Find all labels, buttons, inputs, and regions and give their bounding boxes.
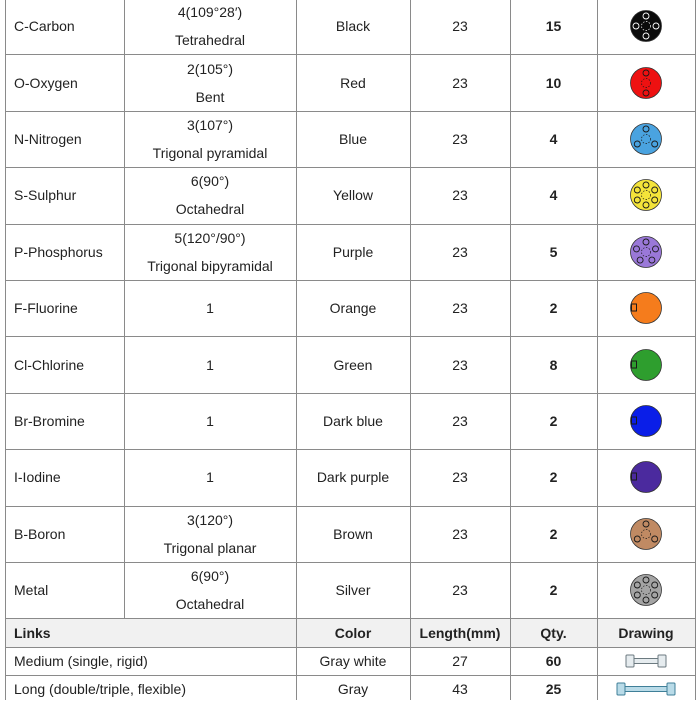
fluorine-atom-icon xyxy=(629,291,663,325)
link-drawing xyxy=(597,675,695,703)
atom-quantity: 2 xyxy=(549,582,558,599)
link-length: 27 xyxy=(452,653,468,669)
atom-quantity: 8 xyxy=(549,356,558,373)
rigid-link-icon xyxy=(625,652,667,670)
atom-length: 23 xyxy=(452,130,468,147)
links-header-length: Length(mm) xyxy=(419,624,501,641)
atom-color: Black xyxy=(335,18,371,35)
atom-quantity: 10 xyxy=(545,74,562,91)
row-divider xyxy=(5,449,695,450)
boron-atom-icon xyxy=(629,517,663,551)
atom-drawing xyxy=(597,224,695,280)
molecular-geometry: Trigonal planar xyxy=(163,539,257,556)
atom-name: I-Iodine xyxy=(14,469,61,486)
iodine-atom-icon xyxy=(629,460,663,494)
atom-color: Purple xyxy=(332,243,374,260)
phosphorus-atom-icon xyxy=(629,235,663,269)
atom-drawing xyxy=(597,449,695,505)
link-name: Medium (single, rigid) xyxy=(14,653,148,669)
column-divider xyxy=(296,0,297,700)
atom-color: Dark purple xyxy=(316,469,390,486)
atom-color: Dark blue xyxy=(323,412,383,429)
bond-angles: 3(120°) xyxy=(186,511,234,528)
row-divider xyxy=(5,647,695,648)
bromine-atom-icon xyxy=(629,404,663,438)
molecular-geometry: Octahedral xyxy=(175,201,245,218)
atom-color: Green xyxy=(333,356,373,373)
atom-quantity: 4 xyxy=(549,187,558,204)
row-divider xyxy=(5,224,695,225)
bond-angles: 1 xyxy=(206,412,214,429)
atom-bonding xyxy=(124,449,296,505)
atom-name: B-Boron xyxy=(14,525,66,542)
atom-quantity: 4 xyxy=(549,130,558,147)
row-divider xyxy=(5,336,695,337)
atom-drawing xyxy=(597,167,695,223)
bond-angles: 2(105°) xyxy=(186,60,234,77)
atom-drawing xyxy=(597,506,695,562)
atom-drawing xyxy=(597,280,695,336)
atom-name: C-Carbon xyxy=(14,18,75,35)
atom-name: Metal xyxy=(14,582,49,599)
row-divider xyxy=(5,393,695,394)
row-divider xyxy=(5,280,695,281)
atom-drawing xyxy=(597,111,695,167)
flexible-link-icon xyxy=(616,680,676,698)
link-quantity: 60 xyxy=(545,653,562,669)
atom-quantity: 2 xyxy=(549,412,558,429)
molecular-geometry: Octahedral xyxy=(175,596,245,613)
atom-name: P-Phosphorus xyxy=(14,243,103,260)
atom-length: 23 xyxy=(452,469,468,486)
atom-color: Red xyxy=(340,74,366,91)
column-divider xyxy=(5,0,6,700)
atom-quantity: 2 xyxy=(549,469,558,486)
atom-bonding xyxy=(124,562,296,618)
atom-color: Silver xyxy=(335,582,371,599)
column-divider xyxy=(510,0,511,700)
column-divider xyxy=(695,0,696,700)
column-divider xyxy=(410,0,411,700)
links-header-label: Links xyxy=(14,624,51,641)
column-divider xyxy=(124,0,125,618)
atom-quantity: 2 xyxy=(549,300,558,317)
atom-name: N-Nitrogen xyxy=(14,130,82,147)
atom-name: S-Sulphur xyxy=(14,187,77,204)
link-name: Long (double/triple, flexible) xyxy=(14,681,186,697)
atom-drawing xyxy=(597,336,695,392)
bond-angles: 1 xyxy=(206,300,214,317)
sulphur-atom-icon xyxy=(629,178,663,212)
link-color: Gray xyxy=(337,681,369,697)
atom-bonding xyxy=(124,506,296,562)
atom-length: 23 xyxy=(452,412,468,429)
molecular-geometry: Trigonal bipyramidal xyxy=(147,257,273,274)
atom-drawing xyxy=(597,393,695,449)
atom-color: Orange xyxy=(329,300,377,317)
atom-quantity: 15 xyxy=(545,18,562,35)
atom-bonding xyxy=(124,167,296,223)
link-length: 43 xyxy=(452,681,468,697)
molecular-geometry: Bent xyxy=(195,88,225,105)
links-header-color: Color xyxy=(334,624,372,641)
nitrogen-atom-icon xyxy=(629,122,663,156)
bond-angles: 6(90°) xyxy=(190,173,230,190)
carbon-atom-icon xyxy=(629,9,663,43)
link-color: Gray white xyxy=(319,653,387,669)
row-divider xyxy=(5,54,695,55)
atom-bonding xyxy=(124,111,296,167)
bond-angles: 1 xyxy=(206,469,214,486)
atom-length: 23 xyxy=(452,74,468,91)
atom-length: 23 xyxy=(452,18,468,35)
row-divider xyxy=(5,111,695,112)
atom-drawing xyxy=(597,54,695,110)
row-divider xyxy=(5,506,695,507)
link-quantity: 25 xyxy=(545,681,562,697)
atom-bonding xyxy=(124,224,296,280)
bond-angles: 4(109°28′) xyxy=(177,4,243,21)
atom-color: Blue xyxy=(338,130,368,147)
metal-atom-icon xyxy=(629,573,663,607)
bond-angles: 3(107°) xyxy=(186,116,234,133)
atom-color: Brown xyxy=(333,525,373,542)
row-divider xyxy=(5,562,695,563)
links-header-drawing: Drawing xyxy=(618,624,674,641)
atom-color: Yellow xyxy=(333,187,373,204)
oxygen-atom-icon xyxy=(629,66,663,100)
atom-length: 23 xyxy=(452,300,468,317)
links-header-qty: Qty. xyxy=(540,624,567,641)
atom-length: 23 xyxy=(452,525,468,542)
molecular-geometry: Trigonal pyramidal xyxy=(152,144,268,161)
column-divider xyxy=(597,0,598,700)
row-divider xyxy=(5,675,695,676)
atom-length: 23 xyxy=(452,356,468,373)
atom-name: Cl-Chlorine xyxy=(14,356,85,373)
row-divider xyxy=(5,618,695,619)
atom-name: F-Fluorine xyxy=(14,300,78,317)
atom-quantity: 2 xyxy=(549,525,558,542)
bond-angles: 6(90°) xyxy=(190,568,230,585)
atom-name: O-Oxygen xyxy=(14,74,78,91)
atom-drawing xyxy=(597,562,695,618)
bond-angles: 5(120°/90°) xyxy=(174,229,246,246)
atom-bonding xyxy=(124,393,296,449)
bond-angles: 1 xyxy=(206,356,214,373)
row-divider xyxy=(5,167,695,168)
molecular-geometry: Tetrahedral xyxy=(174,32,246,49)
atom-bonding xyxy=(124,54,296,110)
atom-bonding xyxy=(124,0,296,54)
atom-length: 23 xyxy=(452,187,468,204)
atom-drawing xyxy=(597,0,695,54)
atom-quantity: 5 xyxy=(549,243,558,260)
atom-length: 23 xyxy=(452,582,468,599)
link-drawing xyxy=(597,647,695,675)
atom-length: 23 xyxy=(452,243,468,260)
chlorine-atom-icon xyxy=(629,348,663,382)
atom-name: Br-Bromine xyxy=(14,412,85,429)
atom-bonding xyxy=(124,280,296,336)
atom-bonding xyxy=(124,336,296,392)
